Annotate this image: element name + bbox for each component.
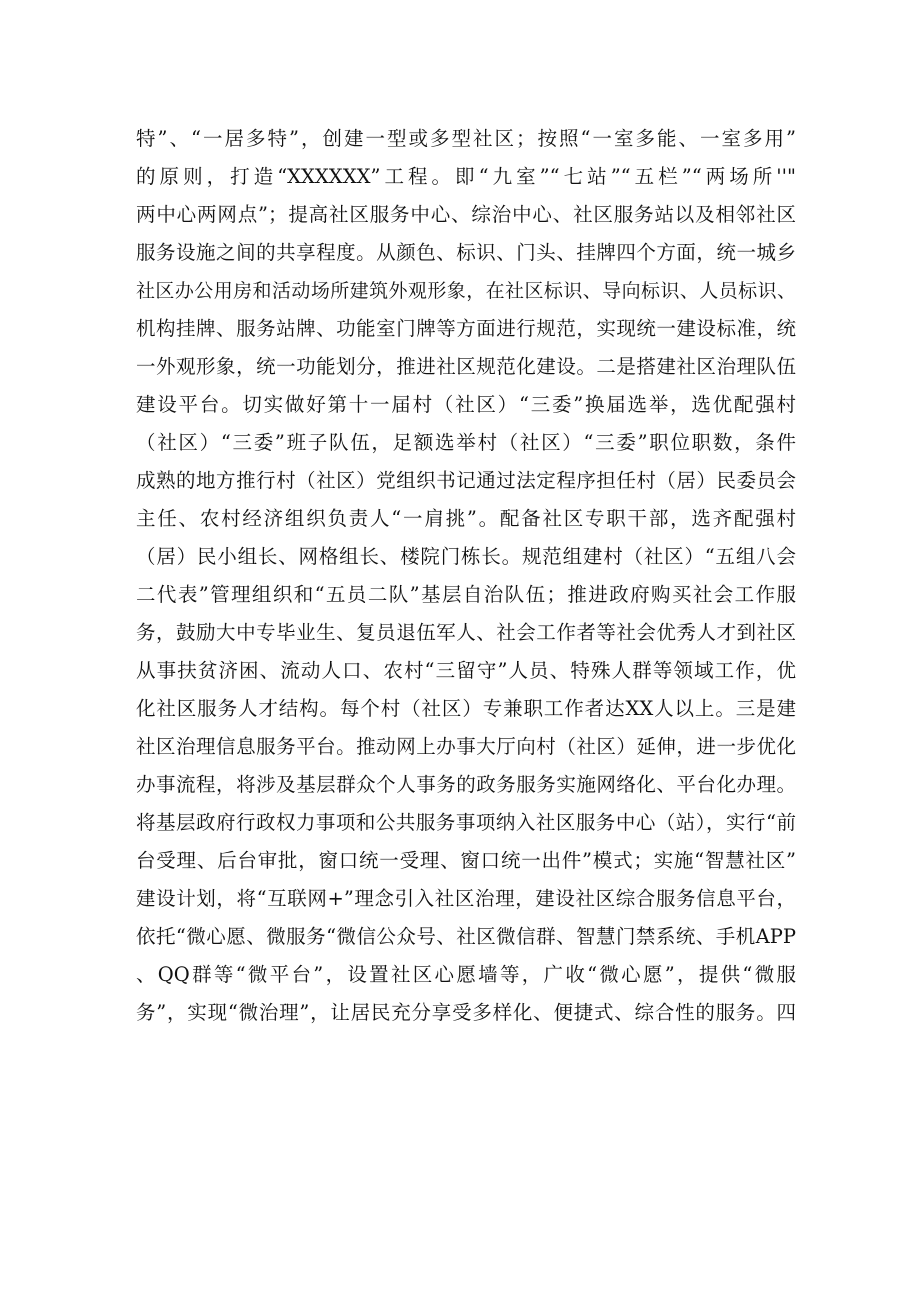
text-line: 、QQ群等“微平台”，设置社区心愿墙等，广收“微心愿”，提供“微服 [136, 963, 796, 986]
text-line: 两中心两网点”；提高社区服务中心、综治中心、社区服务站以及相邻社区 [136, 203, 796, 226]
text-line: 主任、农村经济组织负责人“一肩挑”。配备社区专职干部，选齐配强村 [136, 507, 796, 530]
text-line: 台受理、后台审批，窗口统一受理、窗口统一出件”模式；实施“智慧社区” [136, 849, 796, 872]
text-line: 社区治理信息服务平台。推动网上办事大厅向村（社区）延伸，进一步优化 [136, 735, 796, 758]
text-line: 一外观形象，统一功能划分，推进社区规范化建设。二是搭建社区治理队伍 [136, 355, 796, 378]
text-line: 机构挂牌、服务站牌、功能室门牌等方面进行规范，实现统一建设标准，统 [136, 317, 796, 340]
text-line: 建设平台。切实做好第十一届村（社区）“三委”换届选举，选优配强村 [136, 393, 796, 416]
text-line: 特”、“一居多特”，创建一型或多型社区；按照“一室多能、一室多用” [136, 127, 796, 150]
text-line: 服务设施之间的共享程度。从颜色、标识、门头、挂牌四个方面，统一城乡 [136, 241, 796, 264]
text-line: 从事扶贫济困、流动人口、农村“三留守”人员、特殊人群等领域工作，优 [136, 659, 796, 682]
text-line: （社区）“三委”班子队伍，足额选举村（社区）“三委”职位职数，条件 [136, 431, 796, 454]
body-text [136, 120, 796, 1032]
text-line: 化社区服务人才结构。每个村（社区）专兼职工作者达XX人以上。三是建 [136, 697, 796, 720]
text-line: 二代表”管理组织和“五员二队”基层自治队伍；推进政府购买社会工作服 [136, 583, 796, 606]
text-line: 务”，实现“微治理”，让居民充分享受多样化、便捷式、综合性的服务。四 [136, 1001, 796, 1024]
text-line: 社区办公用房和活动场所建筑外观形象，在社区标识、导向标识、人员标识、 [136, 280, 796, 302]
text-line: 的原则，打造“XXXXXX”工程。即“九室”“七站”“五栏”“两场所''" [136, 165, 796, 188]
text-line: 务，鼓励大中专毕业生、复员退伍军人、社会工作者等社会优秀人才到社区 [136, 621, 796, 644]
text-line: 成熟的地方推行村（社区）党组织书记通过法定程序担任村（居）民委员会 [136, 469, 796, 492]
text-line: 将基层政府行政权力事项和公共服务事项纳入社区服务中心（站），实行“前 [136, 811, 796, 834]
text-line: 办事流程，将涉及基层群众个人事务的政务服务实施网络化、平台化办理。 [136, 773, 796, 796]
text-line: （居）民小组长、网格组长、楼院门栋长。规范组建村（社区）“五组八会 [136, 545, 796, 568]
text-line: 建设计划，将“互联网+”理念引入社区治理，建设社区综合服务信息平台， [136, 887, 796, 910]
text-line: 依托“微心愿、微服务“微信公众号、社区微信群、智慧门禁系统、手机APP [136, 925, 796, 948]
